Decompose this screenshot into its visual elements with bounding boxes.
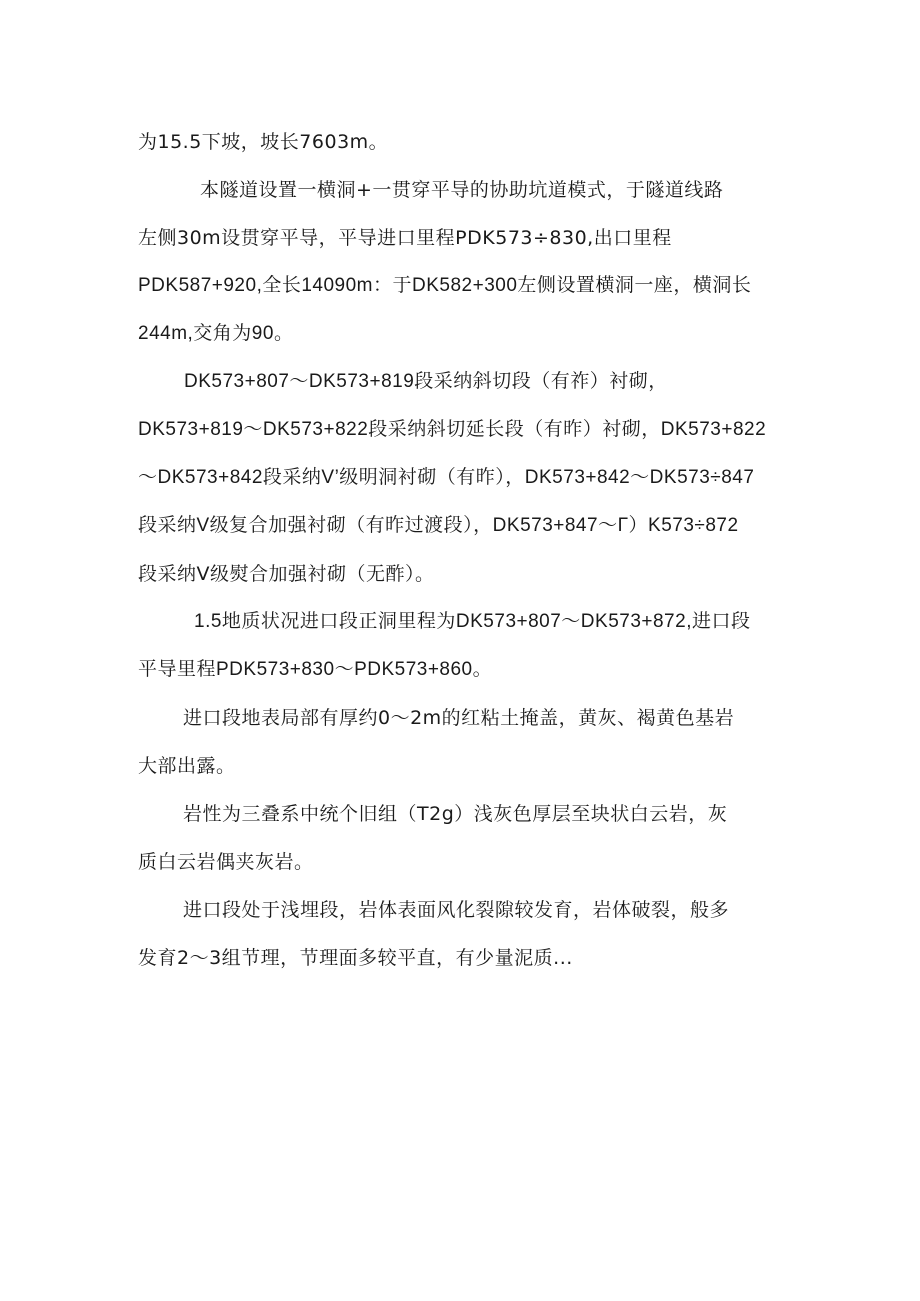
paragraph-line: 进口段处于浅埋段，岩体表面风化裂隙较发育，岩体破裂，般多 (183, 899, 730, 921)
paragraph-line: 进口段地表局部有厚约0～2m的红粘土掩盖，黄灰、褐黄色基岩 (183, 707, 735, 729)
paragraph-line: 岩性为三叠系中统个旧组（T2g）浅灰色厚层至块状白云岩，灰 (183, 803, 728, 825)
paragraph-line: 发育2～3组节理，节理面多较平直，有少量泥质... (138, 947, 573, 969)
paragraph-line: 段采纳V级复合加强衬砌（有昨过渡段），DK573+847～Γ）K573÷872 (138, 515, 739, 536)
paragraph-line: 大部出露。 (138, 755, 236, 777)
document-body (138, 122, 788, 986)
paragraph-line: 质白云岩偶夹灰岩。 (138, 851, 314, 873)
paragraph-line: DK573+819～DK573+822段采纳斜切延长段（有昨）衬砌，DK573+822 (138, 419, 767, 440)
paragraph-line: 段采纳V级熨合加强衬砌（无酢）。 (138, 563, 435, 585)
paragraph-line: 左侧30m设贯穿平导，平导进口里程PDK573÷830,出口里程 (138, 227, 672, 249)
paragraph-line: PDK587+920,全长14090m：于DK582+300左侧设置横洞一座，横洞长 (138, 275, 752, 296)
paragraph-line: 平导里程PDK573+830～PDK573+860。 (138, 659, 493, 680)
paragraph-line: DK573+807～DK573+819段采纳斜切段（有祚）衬砌， (184, 371, 668, 392)
paragraph-line: 244m,交角为90。 (138, 323, 294, 344)
paragraph-line: 1.5地质状况进口段正洞里程为DK573+807～DK573+872,进口段 (194, 611, 751, 632)
paragraph-line: 为15.5下坡，坡长7603m。 (138, 131, 389, 153)
paragraph-line: 本隧道设置一横洞+一贯穿平导的协助坑道模式，于隧道线路 (200, 179, 724, 201)
paragraph-line: ～DK573+842段采纳V’级明洞衬砌（有昨），DK573+842～DK573÷847 (138, 467, 755, 488)
